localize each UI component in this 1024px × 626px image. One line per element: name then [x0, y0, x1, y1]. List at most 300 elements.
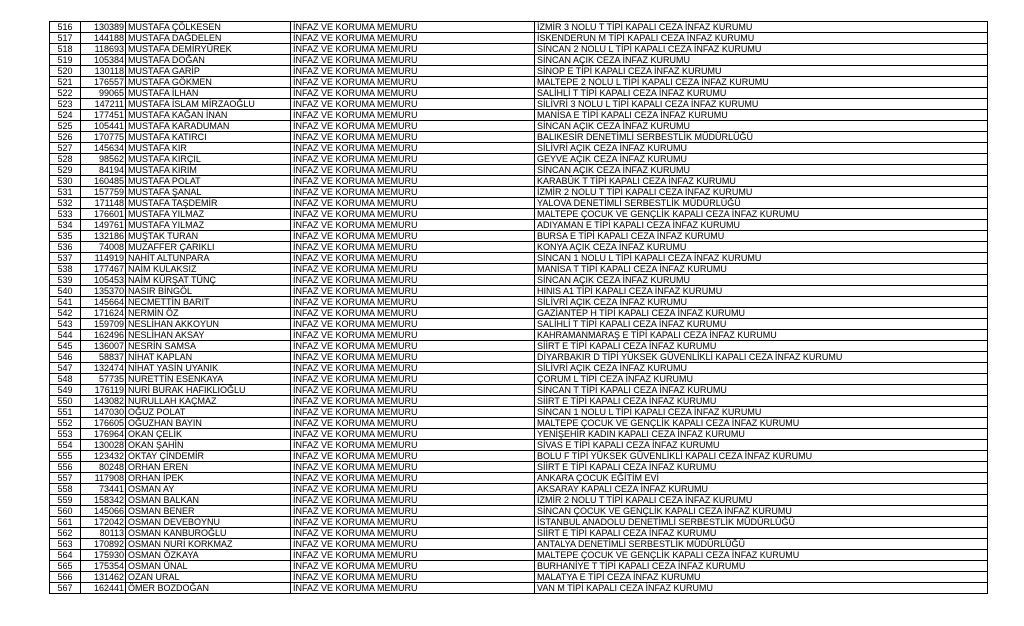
table-row	[50, 473, 988, 484]
person-name-cell: OKTAY ÇİNDEMİR	[126, 451, 291, 462]
row-number-cell: 550	[50, 396, 81, 407]
registry-number-cell: 157759	[81, 187, 126, 198]
table-row	[50, 297, 988, 308]
table-row	[50, 66, 988, 77]
registry-number-cell: 143082	[81, 396, 126, 407]
registry-number-cell: 145066	[81, 506, 126, 517]
job-title-cell: İNFAZ VE KORUMA MEMURU	[291, 44, 535, 55]
registry-number-cell: 145664	[81, 297, 126, 308]
row-number-cell: 562	[50, 528, 81, 539]
table-row	[50, 121, 988, 132]
institution-name-cell: BURSA E TİPİ KAPALI CEZA İNFAZ KURUMU	[535, 231, 988, 242]
row-number-cell: 542	[50, 308, 81, 319]
institution-name-cell: SİNCAN T TİPİ KAPALI CEZA İNFAZ KURUMU	[535, 385, 988, 396]
person-name-cell: OZAN URAL	[126, 572, 291, 583]
row-number-cell: 532	[50, 198, 81, 209]
table-body	[50, 22, 988, 594]
row-number-cell: 551	[50, 407, 81, 418]
job-title-cell: İNFAZ VE KORUMA MEMURU	[291, 308, 535, 319]
institution-name-cell: ANKARA ÇOCUK EĞİTİM EVİ	[535, 473, 988, 484]
registry-number-cell: 132474	[81, 363, 126, 374]
registry-number-cell: 160485	[81, 176, 126, 187]
person-name-cell: NİHAT YASİN UYANIK	[126, 363, 291, 374]
row-number-cell: 531	[50, 187, 81, 198]
person-name-cell: ÖMER BOZDOĞAN	[126, 583, 291, 594]
row-number-cell: 548	[50, 374, 81, 385]
registry-number-cell: 118693	[81, 44, 126, 55]
person-name-cell: NAİM KULAKSIZ	[126, 264, 291, 275]
row-number-cell: 537	[50, 253, 81, 264]
job-title-cell: İNFAZ VE KORUMA MEMURU	[291, 198, 535, 209]
table-row	[50, 429, 988, 440]
institution-name-cell: SİNCAN 2 NOLU L TİPİ KAPALI CEZA İNFAZ KURUMU	[535, 44, 988, 55]
registry-number-cell: 172042	[81, 517, 126, 528]
institution-name-cell: SİNCAN AÇIK CEZA İNFAZ KURUMU	[535, 55, 988, 66]
registry-number-cell: 171148	[81, 198, 126, 209]
registry-number-cell: 73441	[81, 484, 126, 495]
person-name-cell: MUSTAFA TAŞDEMİR	[126, 198, 291, 209]
table-row	[50, 528, 988, 539]
institution-name-cell: MALTEPE ÇOCUK VE GENÇLİK KAPALI CEZA İNFAZ KURUMU	[535, 418, 988, 429]
job-title-cell: İNFAZ VE KORUMA MEMURU	[291, 374, 535, 385]
job-title-cell: İNFAZ VE KORUMA MEMURU	[291, 88, 535, 99]
table-row	[50, 385, 988, 396]
table-row	[50, 198, 988, 209]
job-title-cell: İNFAZ VE KORUMA MEMURU	[291, 231, 535, 242]
institution-name-cell: SİİRT E TİPİ KAPALI CEZA İNFAZ KURUMU	[535, 462, 988, 473]
person-name-cell: OSMAN AY	[126, 484, 291, 495]
person-name-cell: MUSTAFA KIRIM	[126, 165, 291, 176]
person-name-cell: MUSTAFA KAĞAN İNAN	[126, 110, 291, 121]
registry-number-cell: 162496	[81, 330, 126, 341]
person-name-cell: NAİM KÜRŞAT TÜNÇ	[126, 275, 291, 286]
registry-number-cell: 170775	[81, 132, 126, 143]
table-row	[50, 22, 988, 33]
person-name-cell: NASIR BİNGÖL	[126, 286, 291, 297]
job-title-cell: İNFAZ VE KORUMA MEMURU	[291, 561, 535, 572]
job-title-cell: İNFAZ VE KORUMA MEMURU	[291, 55, 535, 66]
job-title-cell: İNFAZ VE KORUMA MEMURU	[291, 539, 535, 550]
job-title-cell: İNFAZ VE KORUMA MEMURU	[291, 110, 535, 121]
table-row	[50, 374, 988, 385]
row-number-cell: 563	[50, 539, 81, 550]
row-number-cell: 534	[50, 220, 81, 231]
registry-number-cell: 130028	[81, 440, 126, 451]
row-number-cell: 535	[50, 231, 81, 242]
row-number-cell: 557	[50, 473, 81, 484]
institution-name-cell: SİNCAN AÇIK CEZA İNFAZ KURUMU	[535, 165, 988, 176]
row-number-cell: 553	[50, 429, 81, 440]
job-title-cell: İNFAZ VE KORUMA MEMURU	[291, 275, 535, 286]
person-name-cell: MUSTAFA KATIRCI	[126, 132, 291, 143]
registry-number-cell: 176605	[81, 418, 126, 429]
institution-name-cell: SİVAS E TİPİ KAPALI CEZA İNFAZ KURUMU	[535, 440, 988, 451]
job-title-cell: İNFAZ VE KORUMA MEMURU	[291, 495, 535, 506]
table-row	[50, 110, 988, 121]
person-name-cell: NESLİHAN AKKOYUN	[126, 319, 291, 330]
row-number-cell: 525	[50, 121, 81, 132]
registry-number-cell: 145634	[81, 143, 126, 154]
table-row	[50, 176, 988, 187]
job-title-cell: İNFAZ VE KORUMA MEMURU	[291, 220, 535, 231]
row-number-cell: 566	[50, 572, 81, 583]
institution-name-cell: İZMİR 2 NOLU T TİPİ KAPALI CEZA İNFAZ KURUMU	[535, 495, 988, 506]
table-row	[50, 319, 988, 330]
registry-number-cell: 158342	[81, 495, 126, 506]
row-number-cell: 564	[50, 550, 81, 561]
registry-number-cell: 147030	[81, 407, 126, 418]
table-row	[50, 275, 988, 286]
row-number-cell: 520	[50, 66, 81, 77]
institution-name-cell: MALTEPE 2 NOLU L TİPİ KAPALI CEZA İNFAZ KURUMU	[535, 77, 988, 88]
registry-number-cell: 147211	[81, 99, 126, 110]
institution-name-cell: KAHRAMANMARAŞ E TİPİ KAPALI CEZA İNFAZ KURUMU	[535, 330, 988, 341]
table-row	[50, 572, 988, 583]
person-name-cell: MUŞTAK TURAN	[126, 231, 291, 242]
row-number-cell: 567	[50, 583, 81, 594]
person-name-cell: NESLİHAN AKSAY	[126, 330, 291, 341]
person-name-cell: NECMETTİN BARIT	[126, 297, 291, 308]
person-name-cell: NESRİN SAMSA	[126, 341, 291, 352]
job-title-cell: İNFAZ VE KORUMA MEMURU	[291, 264, 535, 275]
job-title-cell: İNFAZ VE KORUMA MEMURU	[291, 33, 535, 44]
row-number-cell: 527	[50, 143, 81, 154]
institution-name-cell: İZMİR 3 NOLU T TİPİ KAPALI CEZA İNFAZ KURUMU	[535, 22, 988, 33]
registry-number-cell: 80248	[81, 462, 126, 473]
institution-name-cell: SİNCAN 1 NOLU L TİPİ KAPALI CEZA İNFAZ KURUMU	[535, 407, 988, 418]
job-title-cell: İNFAZ VE KORUMA MEMURU	[291, 253, 535, 264]
institution-name-cell: İZMİR 2 NOLU T TİPİ KAPALI CEZA İNFAZ KURUMU	[535, 187, 988, 198]
table-row	[50, 187, 988, 198]
table-row	[50, 484, 988, 495]
institution-name-cell: MANİSA T TİPİ KAPALI CEZA İNFAZ KURUMU	[535, 264, 988, 275]
registry-number-cell: 159709	[81, 319, 126, 330]
job-title-cell: İNFAZ VE KORUMA MEMURU	[291, 462, 535, 473]
registry-number-cell: 177451	[81, 110, 126, 121]
registry-number-cell: 149761	[81, 220, 126, 231]
row-number-cell: 521	[50, 77, 81, 88]
registry-number-cell: 74008	[81, 242, 126, 253]
registry-number-cell: 176964	[81, 429, 126, 440]
person-name-cell: MUSTAFA DAĞDELEN	[126, 33, 291, 44]
registry-number-cell: 177467	[81, 264, 126, 275]
person-name-cell: MUSTAFA İLHAN	[126, 88, 291, 99]
institution-name-cell: SİİRT E TİPİ KAPALI CEZA İNFAZ KURUMU	[535, 341, 988, 352]
job-title-cell: İNFAZ VE KORUMA MEMURU	[291, 341, 535, 352]
row-number-cell: 519	[50, 55, 81, 66]
registry-number-cell: 176119	[81, 385, 126, 396]
person-name-cell: OKAN ÇELİK	[126, 429, 291, 440]
job-title-cell: İNFAZ VE KORUMA MEMURU	[291, 77, 535, 88]
institution-name-cell: MANİSA E TİPİ KAPALI CEZA İNFAZ KURUMU	[535, 110, 988, 121]
institution-name-cell: KONYA AÇIK CEZA İNFAZ KURUMU	[535, 242, 988, 253]
job-title-cell: İNFAZ VE KORUMA MEMURU	[291, 319, 535, 330]
registry-number-cell: 80113	[81, 528, 126, 539]
person-name-cell: OĞUZ POLAT	[126, 407, 291, 418]
institution-name-cell: BALIKESİR DENETİMLİ SERBESTLİK MÜDÜRLÜĞÜ	[535, 132, 988, 143]
institution-name-cell: KARABÜK T TİPİ KAPALI CEZA İNFAZ KURUMU	[535, 176, 988, 187]
person-name-cell: ORHAN EREN	[126, 462, 291, 473]
person-name-cell: MUSTAFA GARİP	[126, 66, 291, 77]
person-name-cell: OSMAN ÖZKAYA	[126, 550, 291, 561]
table-row	[50, 352, 988, 363]
job-title-cell: İNFAZ VE KORUMA MEMURU	[291, 506, 535, 517]
row-number-cell: 526	[50, 132, 81, 143]
registry-number-cell: 99065	[81, 88, 126, 99]
row-number-cell: 547	[50, 363, 81, 374]
registry-number-cell: 132186	[81, 231, 126, 242]
row-number-cell: 522	[50, 88, 81, 99]
table-row	[50, 308, 988, 319]
institution-name-cell: ADIYAMAN E TİPİ KAPALI CEZA İNFAZ KURUMU	[535, 220, 988, 231]
person-name-cell: MUSTAFA POLAT	[126, 176, 291, 187]
institution-name-cell: SİİRT E TİPİ KAPALI CEZA İNFAZ KURUMU	[535, 396, 988, 407]
row-number-cell: 559	[50, 495, 81, 506]
table-row	[50, 209, 988, 220]
row-number-cell: 523	[50, 99, 81, 110]
job-title-cell: İNFAZ VE KORUMA MEMURU	[291, 330, 535, 341]
job-title-cell: İNFAZ VE KORUMA MEMURU	[291, 352, 535, 363]
row-number-cell: 518	[50, 44, 81, 55]
institution-name-cell: MALTEPE ÇOCUK VE GENÇLİK KAPALI CEZA İNFAZ KURUMU	[535, 550, 988, 561]
registry-number-cell: 105441	[81, 121, 126, 132]
person-name-cell: MUSTAFA DEMİRYÜREK	[126, 44, 291, 55]
job-title-cell: İNFAZ VE KORUMA MEMURU	[291, 484, 535, 495]
registry-number-cell: 162441	[81, 583, 126, 594]
person-name-cell: MUSTAFA ÇÖLKESEN	[126, 22, 291, 33]
job-title-cell: İNFAZ VE KORUMA MEMURU	[291, 286, 535, 297]
row-number-cell: 543	[50, 319, 81, 330]
person-name-cell: MUSTAFA KIRÇIL	[126, 154, 291, 165]
registry-number-cell: 170892	[81, 539, 126, 550]
row-number-cell: 530	[50, 176, 81, 187]
person-name-cell: OSMAN KANBUROĞLU	[126, 528, 291, 539]
job-title-cell: İNFAZ VE KORUMA MEMURU	[291, 242, 535, 253]
registry-number-cell: 130118	[81, 66, 126, 77]
institution-name-cell: MALTEPE ÇOCUK VE GENÇLİK KAPALI CEZA İNFAZ KURUMU	[535, 209, 988, 220]
job-title-cell: İNFAZ VE KORUMA MEMURU	[291, 583, 535, 594]
table-row	[50, 495, 988, 506]
job-title-cell: İNFAZ VE KORUMA MEMURU	[291, 121, 535, 132]
job-title-cell: İNFAZ VE KORUMA MEMURU	[291, 451, 535, 462]
job-title-cell: İNFAZ VE KORUMA MEMURU	[291, 407, 535, 418]
institution-name-cell: YALOVA DENETİMLİ SERBESTLİK MÜDÜRLÜĞÜ	[535, 198, 988, 209]
row-number-cell: 517	[50, 33, 81, 44]
person-name-cell: MUSTAFA İSLAM MİRZAOĞLU	[126, 99, 291, 110]
institution-name-cell: MALATYA E TİPİ CEZA İNFAZ KURUMU	[535, 572, 988, 583]
institution-name-cell: SİİRT E TİPİ KAPALI CEZA İNFAZ KURUMU	[535, 528, 988, 539]
row-number-cell: 533	[50, 209, 81, 220]
row-number-cell: 538	[50, 264, 81, 275]
table-row	[50, 440, 988, 451]
row-number-cell: 536	[50, 242, 81, 253]
registry-number-cell: 57735	[81, 374, 126, 385]
table-row	[50, 396, 988, 407]
registry-number-cell: 144188	[81, 33, 126, 44]
table-row	[50, 143, 988, 154]
job-title-cell: İNFAZ VE KORUMA MEMURU	[291, 429, 535, 440]
row-number-cell: 549	[50, 385, 81, 396]
person-name-cell: OSMAN BENER	[126, 506, 291, 517]
table-row	[50, 451, 988, 462]
registry-number-cell: 131462	[81, 572, 126, 583]
job-title-cell: İNFAZ VE KORUMA MEMURU	[291, 209, 535, 220]
registry-number-cell: 114919	[81, 253, 126, 264]
registry-number-cell: 117908	[81, 473, 126, 484]
person-name-cell: MUSTAFA GÖKMEN	[126, 77, 291, 88]
row-number-cell: 516	[50, 22, 81, 33]
institution-name-cell: VAN M TİPİ KAPALI CEZA İNFAZ KURUMU	[535, 583, 988, 594]
assignment-table	[49, 21, 988, 594]
row-number-cell: 561	[50, 517, 81, 528]
institution-name-cell: SİLİVRİ AÇIK CEZA İNFAZ KURUMU	[535, 297, 988, 308]
person-name-cell: OKAN ŞAHİN	[126, 440, 291, 451]
registry-number-cell: 130389	[81, 22, 126, 33]
table-row	[50, 363, 988, 374]
person-name-cell: MUSTAFA KIR	[126, 143, 291, 154]
institution-name-cell: BOLU F TİPİ YÜKSEK GÜVENLİKLİ KAPALI CEZA İNFAZ KURUMU	[535, 451, 988, 462]
institution-name-cell: SİNOP E TİPİ KAPALI CEZA İNFAZ KURUMU	[535, 66, 988, 77]
person-name-cell: NURİ BURAK HAFIKLIOĞLU	[126, 385, 291, 396]
institution-name-cell: GAZİANTEP H TİPİ KAPALI CEZA İNFAZ KURUMU	[535, 308, 988, 319]
table-row	[50, 253, 988, 264]
job-title-cell: İNFAZ VE KORUMA MEMURU	[291, 176, 535, 187]
registry-number-cell: 171624	[81, 308, 126, 319]
person-name-cell: ORHAN İPEK	[126, 473, 291, 484]
table-row	[50, 264, 988, 275]
row-number-cell: 529	[50, 165, 81, 176]
table-row	[50, 165, 988, 176]
person-name-cell: NERMİN ÖZ	[126, 308, 291, 319]
row-number-cell: 528	[50, 154, 81, 165]
table-row	[50, 55, 988, 66]
institution-name-cell: SİLİVRİ 3 NOLU L TİPİ KAPALI CEZA İNFAZ KURUMU	[535, 99, 988, 110]
person-name-cell: OSMAN ÜNAL	[126, 561, 291, 572]
person-name-cell: MUSTAFA ŞANAL	[126, 187, 291, 198]
person-name-cell: MUSTAFA DOĞAN	[126, 55, 291, 66]
row-number-cell: 540	[50, 286, 81, 297]
registry-number-cell: 135370	[81, 286, 126, 297]
table-row	[50, 462, 988, 473]
row-number-cell: 558	[50, 484, 81, 495]
job-title-cell: İNFAZ VE KORUMA MEMURU	[291, 22, 535, 33]
row-number-cell: 546	[50, 352, 81, 363]
institution-name-cell: İSTANBUL ANADOLU DENETİMLİ SERBESTLİK MÜDÜRLÜĞÜ	[535, 517, 988, 528]
table-row	[50, 132, 988, 143]
job-title-cell: İNFAZ VE KORUMA MEMURU	[291, 396, 535, 407]
registry-number-cell: 105384	[81, 55, 126, 66]
registry-number-cell: 98562	[81, 154, 126, 165]
table-row	[50, 561, 988, 572]
person-name-cell: MUSTAFA KARADUMAN	[126, 121, 291, 132]
institution-name-cell: SİNCAN AÇIK CEZA İNFAZ KURUMU	[535, 275, 988, 286]
institution-name-cell: SALİHLİ T TİPİ KAPALI CEZA İNFAZ KURUMU	[535, 319, 988, 330]
row-number-cell: 544	[50, 330, 81, 341]
table-row	[50, 44, 988, 55]
person-name-cell: MUSTAFA YILMAZ	[126, 209, 291, 220]
row-number-cell: 556	[50, 462, 81, 473]
institution-name-cell: HINIS A1 TİPİ KAPALI CEZA İNFAZ KURUMU	[535, 286, 988, 297]
job-title-cell: İNFAZ VE KORUMA MEMURU	[291, 187, 535, 198]
row-number-cell: 552	[50, 418, 81, 429]
institution-name-cell: SİNCAN AÇIK CEZA İNFAZ KURUMU	[535, 121, 988, 132]
institution-name-cell: SİNCAN ÇOCUK VE GENÇLİK KAPALI CEZA İNFAZ KURUMU	[535, 506, 988, 517]
job-title-cell: İNFAZ VE KORUMA MEMURU	[291, 363, 535, 374]
job-title-cell: İNFAZ VE KORUMA MEMURU	[291, 440, 535, 451]
table-row	[50, 330, 988, 341]
registry-number-cell: 176601	[81, 209, 126, 220]
registry-number-cell: 105453	[81, 275, 126, 286]
registry-number-cell: 123432	[81, 451, 126, 462]
registry-number-cell: 176557	[81, 77, 126, 88]
job-title-cell: İNFAZ VE KORUMA MEMURU	[291, 517, 535, 528]
institution-name-cell: YENİŞEHİR KADIN KAPALI CEZA İNFAZ KURUMU	[535, 429, 988, 440]
registry-number-cell: 175930	[81, 550, 126, 561]
job-title-cell: İNFAZ VE KORUMA MEMURU	[291, 418, 535, 429]
person-name-cell: NAHİT ALTUNPARA	[126, 253, 291, 264]
table-row	[50, 418, 988, 429]
job-title-cell: İNFAZ VE KORUMA MEMURU	[291, 165, 535, 176]
table-row	[50, 154, 988, 165]
job-title-cell: İNFAZ VE KORUMA MEMURU	[291, 473, 535, 484]
row-number-cell: 554	[50, 440, 81, 451]
registry-number-cell: 58837	[81, 352, 126, 363]
person-name-cell: NURETTİN ESENKAYA	[126, 374, 291, 385]
institution-name-cell: GEYVE AÇIK CEZA İNFAZ KURUMU	[535, 154, 988, 165]
table-row	[50, 88, 988, 99]
table-row	[50, 517, 988, 528]
person-name-cell: MUZAFFER ÇARIKLI	[126, 242, 291, 253]
institution-name-cell: SALİHLİ T TİPİ KAPALI CEZA İNFAZ KURUMU	[535, 88, 988, 99]
row-number-cell: 560	[50, 506, 81, 517]
person-name-cell: OĞUZHAN BAYIN	[126, 418, 291, 429]
table-row	[50, 99, 988, 110]
institution-name-cell: DİYARBAKIR D TİPİ YÜKSEK GÜVENLİKLİ KAPALI CEZA İNFAZ KURUMU	[535, 352, 988, 363]
registry-number-cell: 84194	[81, 165, 126, 176]
row-number-cell: 545	[50, 341, 81, 352]
institution-name-cell: İSKENDERUN M TİPİ KAPALI CEZA İNFAZ KURUMU	[535, 33, 988, 44]
person-name-cell: OSMAN NURİ KORKMAZ	[126, 539, 291, 550]
row-number-cell: 524	[50, 110, 81, 121]
institution-name-cell: SİLİVRİ AÇIK CEZA İNFAZ KURUMU	[535, 363, 988, 374]
institution-name-cell: BURHANİYE T TİPİ KAPALI CEZA İNFAZ KURUMU	[535, 561, 988, 572]
job-title-cell: İNFAZ VE KORUMA MEMURU	[291, 66, 535, 77]
institution-name-cell: SİLİVRİ AÇIK CEZA İNFAZ KURUMU	[535, 143, 988, 154]
job-title-cell: İNFAZ VE KORUMA MEMURU	[291, 297, 535, 308]
institution-name-cell: SİNCAN 1 NOLU L TİPİ KAPALI CEZA İNFAZ KURUMU	[535, 253, 988, 264]
institution-name-cell: ÇORUM L TİPİ CEZA İNFAZ KURUMU	[535, 374, 988, 385]
row-number-cell: 565	[50, 561, 81, 572]
table-row	[50, 407, 988, 418]
table-row	[50, 583, 988, 594]
table-row	[50, 220, 988, 231]
registry-number-cell: 175354	[81, 561, 126, 572]
job-title-cell: İNFAZ VE KORUMA MEMURU	[291, 550, 535, 561]
job-title-cell: İNFAZ VE KORUMA MEMURU	[291, 572, 535, 583]
person-name-cell: OSMAN BALKAN	[126, 495, 291, 506]
institution-name-cell: AKSARAY KAPALI CEZA İNFAZ KURUMU	[535, 484, 988, 495]
row-number-cell: 555	[50, 451, 81, 462]
person-name-cell: OSMAN DEVEBOYNU	[126, 517, 291, 528]
job-title-cell: İNFAZ VE KORUMA MEMURU	[291, 143, 535, 154]
table-row	[50, 539, 988, 550]
table-row	[50, 231, 988, 242]
table-row	[50, 33, 988, 44]
job-title-cell: İNFAZ VE KORUMA MEMURU	[291, 385, 535, 396]
row-number-cell: 541	[50, 297, 81, 308]
job-title-cell: İNFAZ VE KORUMA MEMURU	[291, 154, 535, 165]
institution-name-cell: ANTALYA DENETİMLİ SERBESTLİK MÜDÜRLÜĞÜ	[535, 539, 988, 550]
